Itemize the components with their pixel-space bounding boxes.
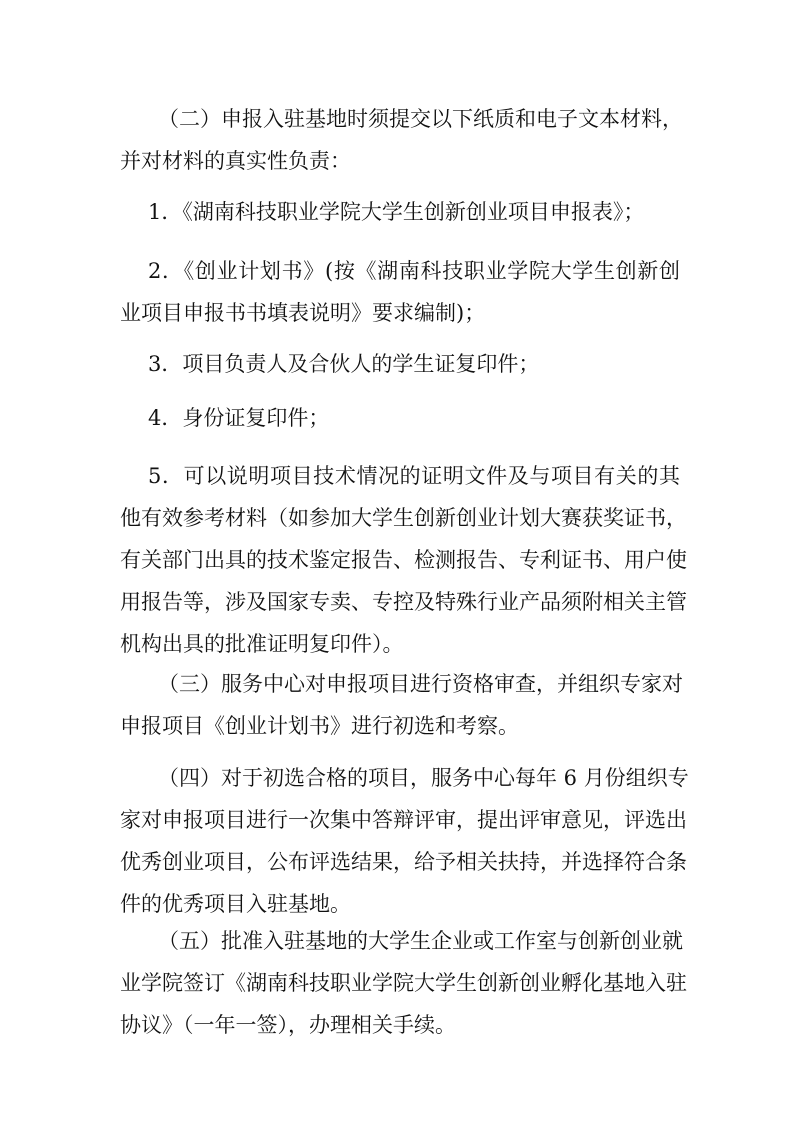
- text-line: （二）申报入驻基地时须提交以下纸质和电子文本材料，: [158, 107, 683, 131]
- text-line: （四）对于初选合格的项目，服务中心每年 6 月份组织专: [158, 766, 689, 790]
- text-line: 协议》（一年一签），办理相关手续。: [120, 1013, 456, 1037]
- text-line: 件的优秀项目入驻基地。: [120, 892, 351, 916]
- paragraph-item-1: [120, 191, 680, 233]
- paragraph-item-4: [120, 397, 680, 439]
- text-line: （五）批准入驻基地的大学生企业或工作室与创新创业就: [158, 929, 683, 953]
- text-line: 有关部门出具的技术鉴定报告、检测报告、专利证书、用户使: [120, 548, 687, 572]
- text-line: 申报项目《创业计划书》进行初选和考察。: [120, 714, 519, 738]
- text-line: 家对申报项目进行一次集中答辩评审，提出评审意见，评选出: [120, 808, 687, 832]
- paragraph-section-5: [120, 920, 687, 1046]
- text-line: 机构出具的批准证明复印件）。: [120, 632, 404, 656]
- paragraph-item-3: [120, 343, 680, 385]
- paragraph-item-5: [120, 455, 687, 665]
- text-line: 他有效参考材料（如参加大学生创新创业计划大赛获奖证书，: [120, 506, 687, 530]
- text-line: 优秀创业项目，公布评选结果，给予相关扶持，并选择符合条: [120, 850, 687, 874]
- text-line: 业项目申报书书填表说明》要求编制)；: [120, 301, 486, 325]
- paragraph-item-2: [120, 250, 680, 334]
- text-line: 4．身份证复印件；: [148, 406, 330, 430]
- paragraph-section-2-intro: [120, 98, 683, 182]
- text-line: 1．《湖南科技职业学院大学生创新创业项目申报表》；: [148, 200, 645, 224]
- text-line: 业学院签订《湖南科技职业学院大学生创新创业孵化基地入驻: [120, 971, 687, 995]
- text-line: 2．《创业计划书》(按《湖南科技职业学院大学生创新创: [148, 259, 680, 283]
- text-line: 3．项目负责人及合伙人的学生证复印件；: [148, 352, 540, 376]
- paragraph-section-3: [120, 663, 683, 747]
- paragraph-section-4: [120, 757, 689, 925]
- text-line: 并对材料的真实性负责：: [120, 149, 351, 173]
- text-line: （三）服务中心对申报项目进行资格审查，并组织专家对: [158, 672, 683, 696]
- text-line: 5．可以说明项目技术情况的证明文件及与项目有关的其: [148, 464, 680, 488]
- text-line: 用报告等，涉及国家专卖、专控及特殊行业产品须附相关主管: [120, 590, 687, 614]
